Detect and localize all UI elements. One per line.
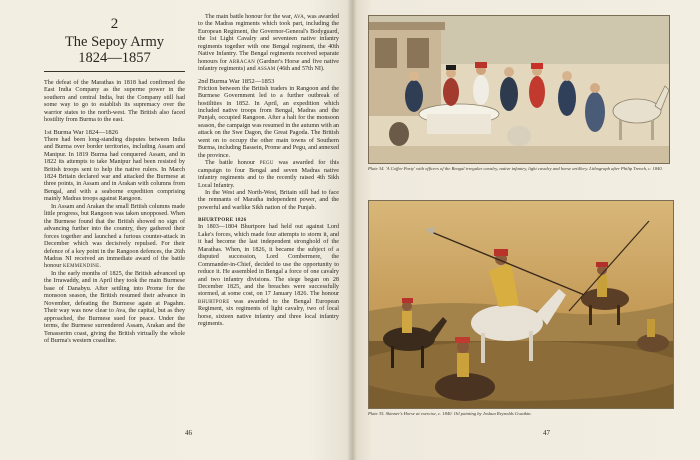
battle-honour: KEMMENDINE <box>62 264 100 270</box>
book-gutter <box>347 0 357 460</box>
paragraph-text: (46th and 57th NI). <box>277 66 325 73</box>
plate-coffee-party-illustration <box>368 15 670 164</box>
plate-34-caption: Plate 34. 'A Coffee Party' with officers of the Bengal irregular cavalry, native infantry, light cavalry and horse artillery. Lithograph after Philip Trench, c. 1840. <box>368 166 663 171</box>
chapter-title-line1: The Sepoy Army <box>64 34 165 50</box>
paragraph: There had been long-standing disputes between India and Burma over border territories, including Assam and Manipur. In 1819 Burma had conquered Assam, and in 1822 its attempts to take Manipur had been resisted by British troops sent to help the native rulers. In March 1824 Britain declared war and attacked the Burmese at three points, in Assam and in Arakan with columns from Bengal, and with a seaborne expedition comprising mainly Madras troops against Rangoon. <box>44 136 185 203</box>
section-heading-2nd-burma-war: 2nd Burma War 1852—1853 <box>198 77 275 85</box>
page-number-left: 46 <box>185 429 192 437</box>
paragraph <box>198 160 339 190</box>
battle-honour: ASSAM <box>257 67 276 73</box>
paragraph-text: In 1803—1804 Bhurtpore had held out against Lord Lake's forces, which made four attempts to storm it, and it had become the last independent stronghold of the Marathas. When, in 1826, it became the subject of a disputed succession, Lord Combermere, the Commander-in-Chief, decided to use the opportunity to reduce it. He assembled in Bengal a force of one cavalry and two infantry divisions. The siege began on 28 December 1825, and the breaches were successfully stormed, at some cost, on 17 January 1826. The honour <box>198 224 339 298</box>
battle-honour: BHURTPORE <box>198 299 230 305</box>
paragraph-text: was awarded for this campaign to four Bengal and seven Madras native infantry regiments and to the recently raised 4th Sikh Local Infantry. <box>198 160 339 189</box>
chapter-number: 2 <box>110 16 119 32</box>
chapter-rule <box>44 71 185 72</box>
battle-honour: PEGU <box>259 161 274 167</box>
paragraph: In the West and North-West, Britain still had to face the remnants of Maratha independent power, and the powerful and warlike Sikh nation of the Punjab. <box>198 189 339 211</box>
intro-paragraph: The defeat of the Marathas in 1818 had confirmed the East India Company as the superme power in the southern and central India, but the Company still had some way to go to establish its supremacy over the warrior states to the north-west. The British also faced hostility from Burma to the east. <box>44 80 185 124</box>
coffee-party-picture <box>369 16 669 163</box>
battle-honour: ARRACAN <box>229 59 256 65</box>
left-column <box>44 14 185 345</box>
middle-column <box>198 14 339 329</box>
chapter-title-line2: 1824—1857 <box>78 50 151 66</box>
paragraph-text: (Gardner's Horse and five native infantry regiments) and <box>198 58 339 73</box>
paragraph-text: In Assam and Arakan the small British columns made little progress, but Rangoon was taken unopposed. When the Burmese found that the British showed no sign of advancing further into the country, they gathered their forces together and launched a furious counter-attack in December which was decisively repulsed. For their defence of a key point in the Rangoon defences, the 26th Madras NI received an immediate award of the battle honour <box>44 203 185 270</box>
battle-honour: AVA <box>293 15 305 20</box>
skinners-horse-picture <box>369 201 673 408</box>
paragraph-text: was awarded to the Bengal European Regiment, six regiments of light cavalry, two of local horse, sixteen native infantry and three local infantry regiments. <box>198 298 339 328</box>
paragraph-text: The main battle honour for the war, <box>205 14 293 20</box>
plate-35-caption: Plate 35. Skinner's Horse at exercise, c. 1840. Oil painting by Joshua Reynolds Gwatkin. <box>368 411 532 416</box>
section-heading-bhurtpore: BHURTPORE 1826 <box>198 217 247 224</box>
paragraph: In Assam and Arakan the small British columns made little progress, but Rangoon was taken unopposed. When the Burmese found that the British showed no sign of advancing further into the country, they gathered their forces together and launched a furious counter-attack in December which was decisively repulsed. For their defence of a key point in the Rangoon defences, the 26th Madras NI received an immediate award of the battle honour KEMMENDINE. <box>44 203 185 270</box>
paragraph-text: The battle honour <box>205 160 256 167</box>
paragraph: Friction between the British traders in Rangoon and the Burmese Government led to a further outbreak of hostilities in 1852. In April, an expedition which included native troops from Bengal, Madras and the Punjab, occupied Rangoon. After a halt for the monsoon season, the campaign was resumed in the autumn with an attack on the Swe Dagon, the Great Pagoda. The British went on to occupy the other main towns of Southern Burma, including Bassein, Prome and Pegu, and annexed the province. <box>198 85 339 159</box>
plate-skinners-horse-illustration <box>368 200 674 409</box>
paragraph <box>198 224 339 328</box>
page-number-right: 47 <box>543 429 550 437</box>
paragraph-text: was awarded to the Madras regiments which took part, including the European Regiment, the Governor-General's Bodyguard, the 1st Light Cavalry and seventeen native infantry regiments together with one Bengal regiment, the 40th Native Infantry. The Bengal regiments received separate honours for <box>198 14 339 65</box>
paragraph: The main battle honour for the war, AVA, was awarded to the Madras regiments which took part, including the European Regiment, the Governor-General's Bodyguard, the 1st Light Cavalry and seventeen native infantry regiments together with one Bengal regiment, the 40th Native Infantry. The Bengal regiments received separate honours for ARRACAN (Gardner's Horse and five native infantry regiments) and ASSAM (46th and 57th NI). <box>198 14 339 73</box>
section-heading-1st-burma-war: 1st Burma War 1824—1826 <box>44 128 119 136</box>
paragraph: In the early months of 1825, the British advanced up the Irrawaddy, and in April they took the main Burmese base of Danabyu. After settling into Prome for the monsoon season, the British resumed their advance in November, defeating the Burmese again at Pagahm. Their way was now clear to Ava, the capital, but as they approached, the Burmese sued for peace. Under the terms, the Burmese surrendered Assam, Arakan and the Tenasserim coast, giving the British virtually the whole of Burma's western coastline. <box>44 270 185 344</box>
